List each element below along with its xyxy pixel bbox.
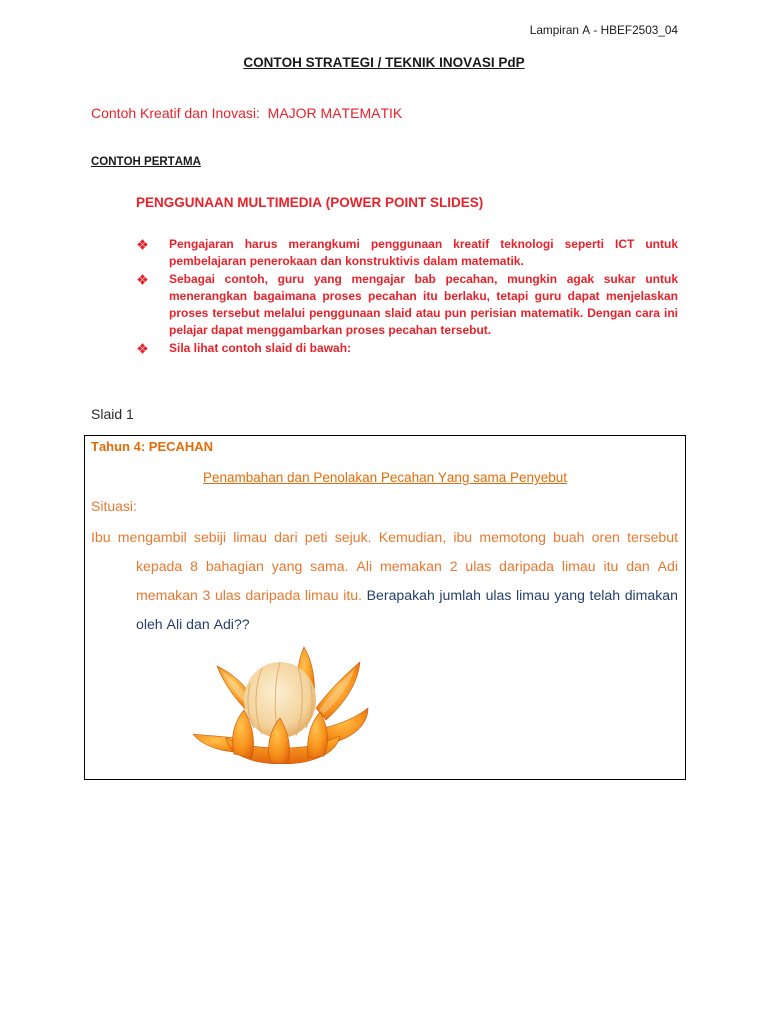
slide-lesson-title: Penambahan dan Penolakan Pecahan Yang sama Penyebut	[202, 470, 568, 485]
list-item	[137, 236, 678, 270]
list-item	[137, 340, 678, 357]
bullet-text: Sebagai contoh, guru yang mengajar bab pecahan, mungkin agak sukar untuk menerangkan bagaimana proses pecahan itu berlaku, tetapi guru dapat menjelaskan proses tersebut melalui penggunaan slaid atau pun perisian matematik. Dengan cara ini pelajar dapat menggambarkan proses pecahan tersebut.	[169, 272, 678, 337]
situation-paragraph	[91, 523, 678, 639]
slide-label: Slaid 1	[91, 406, 134, 422]
bullet-list	[137, 236, 678, 358]
diamond-bullet-icon	[137, 340, 169, 357]
appendix-header: Lampiran A - HBEF2503_04	[529, 23, 678, 37]
section-heading: CONTOH PERTAMA	[91, 156, 201, 168]
story-text: Ibu mengambil sebiji limau dari peti sejuk. Kemudian, ibu memotong buah oren tersebut kepada 8 bahagian yang sama. Ali memakan 2 ulas daripada limau itu dan Adi memakan 3 ulas daripada limau itu.	[91, 528, 678, 603]
diamond-bullet-icon	[137, 236, 169, 253]
bullet-text: Pengajaran harus merangkumi penggunaan kreatif teknologi seperti ICT untuk pembelajaran penerokaan dan konstruktivis dalam matematik.	[169, 237, 678, 268]
peeled-orange-image	[190, 644, 374, 764]
situation-label: Situasi:	[91, 498, 137, 514]
slide-frame	[84, 435, 686, 780]
diamond-bullet-icon	[137, 271, 169, 288]
intro-line: Contoh Kreatif dan Inovasi: MAJOR MATEMATIK	[91, 105, 403, 121]
question-text: Berapakah jumlah ulas limau yang telah dimakan oleh Ali dan Adi??	[136, 586, 678, 632]
page-title: CONTOH STRATEGI / TEKNIK INOVASI PdP	[243, 55, 525, 70]
bullet-text: Sila lihat contoh slaid di bawah:	[169, 341, 352, 355]
list-item	[137, 271, 678, 339]
section-subheading: PENGGUNAAN MULTIMEDIA (POWER POINT SLIDES)	[136, 195, 484, 210]
slide-topic: Tahun 4: PECAHAN	[91, 439, 214, 454]
